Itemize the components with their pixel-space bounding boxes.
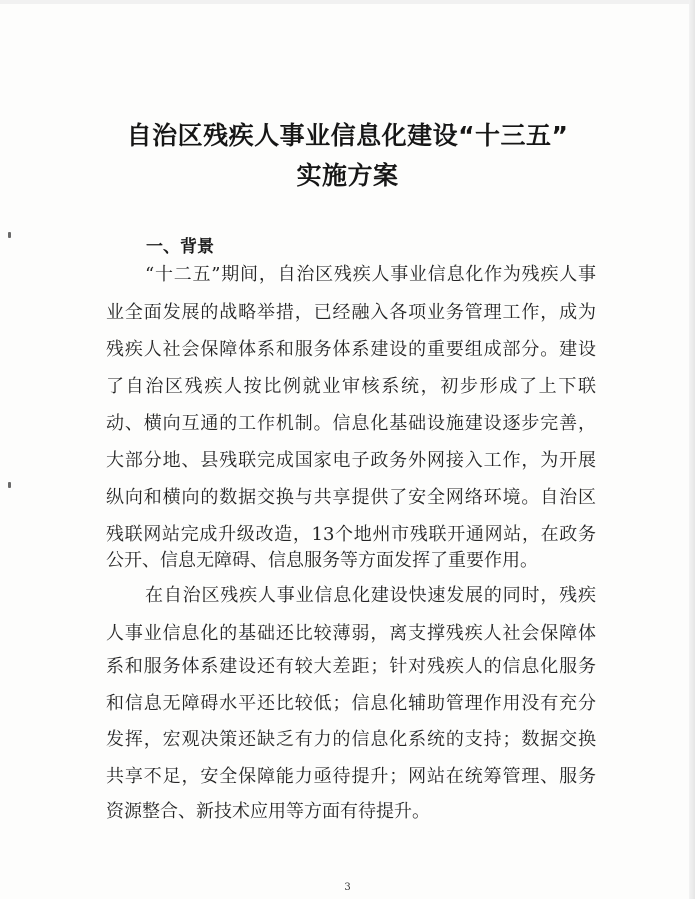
paragraph-line: 在自治区残疾人事业信息化建设快速发展的同时，残疾 bbox=[145, 585, 596, 606]
section-heading: 一、背景 bbox=[146, 237, 214, 257]
paragraph-line: 人事业信息化的基础还比较薄弱，离支撑残疾人社会保障体 bbox=[106, 623, 596, 644]
binding-hole-mark bbox=[8, 482, 11, 488]
paragraph-line: 残联网站完成升级改造，13个地州市残联开通网站，在政务 bbox=[106, 524, 596, 545]
paragraph-line: 和信息无障碍水平还比较低；信息化辅助管理作用没有充分 bbox=[106, 693, 596, 714]
paragraph-line: 系和服务体系建设还有较大差距；针对残疾人的信息化服务 bbox=[106, 656, 596, 677]
paragraph-line: “十二五”期间，自治区残疾人事业信息化作为残疾人事 bbox=[145, 264, 596, 285]
paragraph-line: 动、横向互通的工作机制。信息化基础设施建设逐步完善， bbox=[106, 413, 596, 434]
paragraph-line: 纵向和横向的数据交换与共享提供了安全网络环境。自治区 bbox=[106, 487, 596, 508]
paragraph-line: 资源整合、新技术应用等方面有待提升。 bbox=[106, 801, 430, 822]
document-title-line-1: 自治区残疾人事业信息化建设“十三五” bbox=[126, 121, 569, 150]
paragraph-line: 发挥，宏观决策还缺乏有力的信息化系统的支持；数据交换 bbox=[106, 729, 596, 750]
paragraph-line: 共享不足，安全保障能力亟待提升；网站在统筹管理、服务 bbox=[106, 766, 596, 787]
page-number: 3 bbox=[344, 882, 351, 893]
paragraph-line: 业全面发展的战略举措，已经融入各项业务管理工作，成为 bbox=[106, 302, 596, 323]
paragraph-line: 公开、信息无障碍、信息服务等方面发挥了重要作用。 bbox=[106, 550, 538, 571]
scan-top-edge bbox=[0, 0, 695, 4]
paragraph-line: 大部分地、县残联完成国家电子政务外网接入工作，为开展 bbox=[106, 450, 596, 471]
binding-hole-mark bbox=[8, 232, 11, 238]
document-title-line-2: 实施方案 bbox=[296, 161, 399, 190]
paragraph-line: 残疾人社会保障体系和服务体系建设的重要组成部分。建设 bbox=[106, 339, 596, 360]
paragraph-line: 了自治区残疾人按比例就业审核系统，初步形成了上下联 bbox=[106, 376, 596, 397]
